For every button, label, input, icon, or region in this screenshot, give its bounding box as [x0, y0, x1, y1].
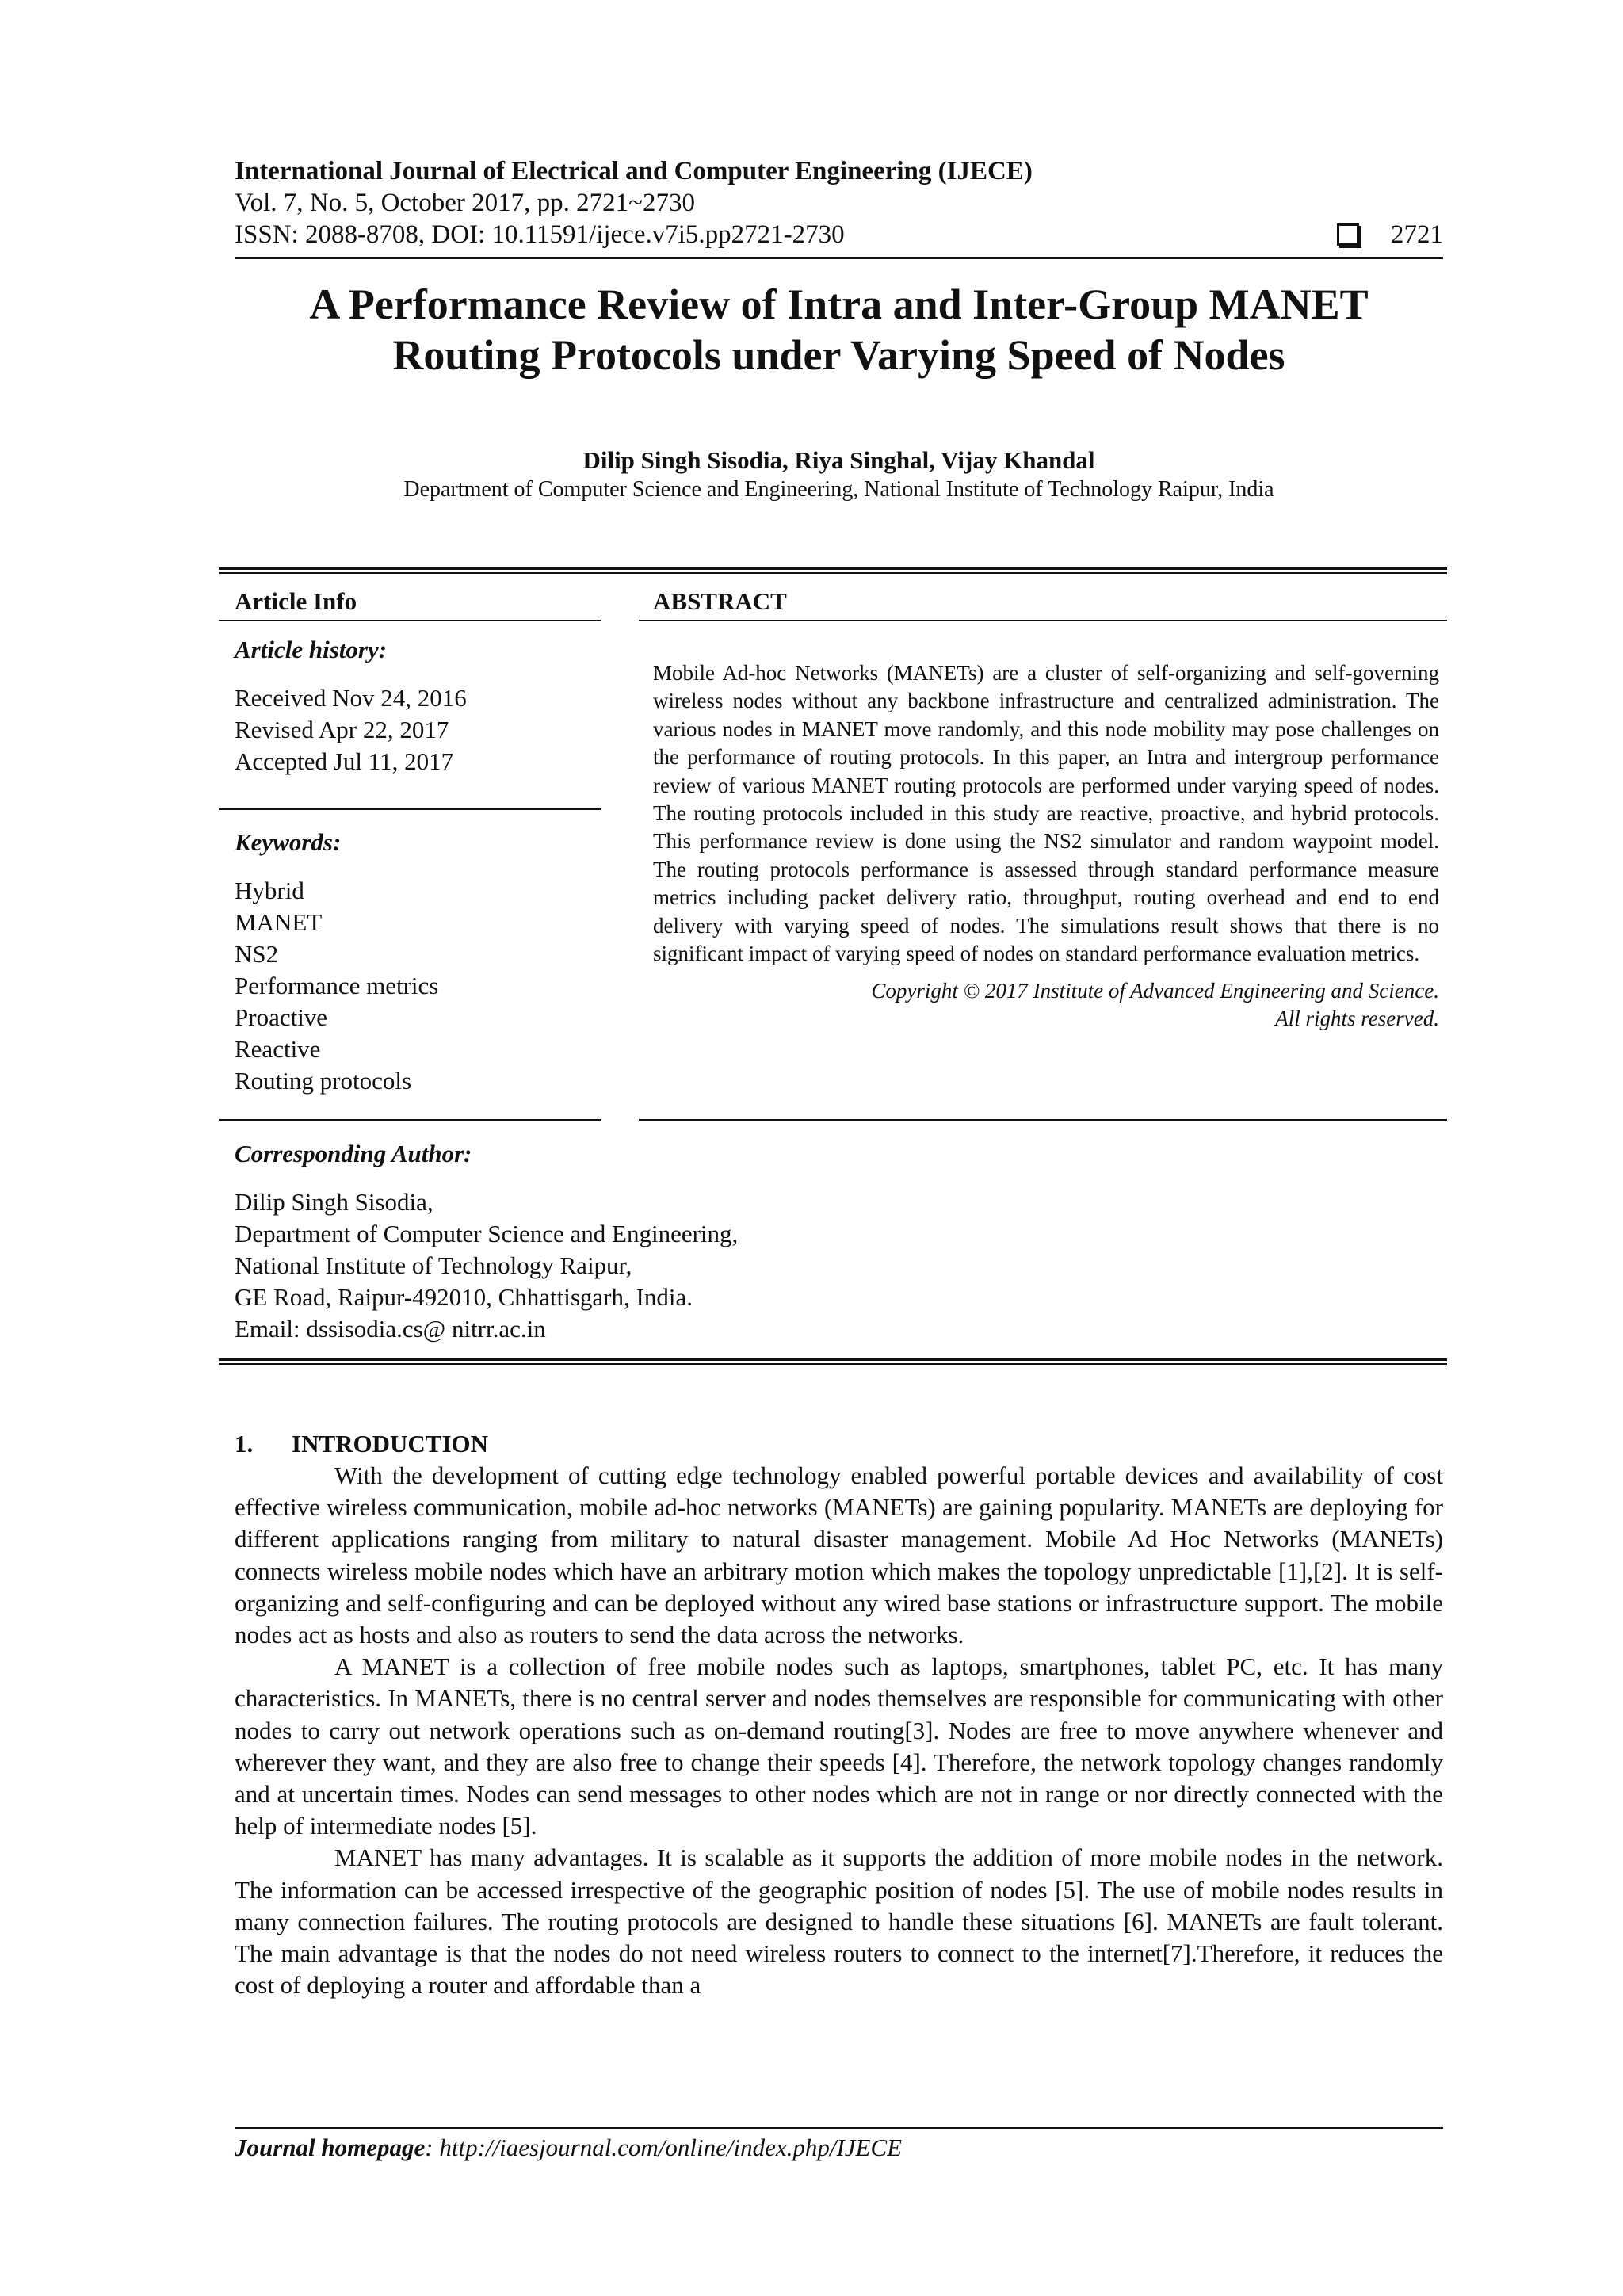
keyword-item: Routing protocols	[235, 1067, 412, 1095]
page-number-group	[1337, 219, 1443, 250]
abstract-heading: ABSTRACT	[653, 587, 787, 615]
corresponding-institute: National Institute of Technology Raipur,	[235, 1251, 632, 1279]
frame-top-rule	[219, 567, 1447, 570]
keywords-block	[235, 827, 599, 1097]
journal-volume: Vol. 7, No. 5, October 2017, pp. 2721~2730	[235, 189, 695, 217]
corresponding-name: Dilip Singh Sisodia,	[235, 1188, 433, 1216]
keyword-item: Proactive	[235, 1003, 328, 1031]
journal-footer	[235, 2132, 1443, 2164]
journal-issn: ISSN: 2088-8708, DOI: 10.11591/ijece.v7i5.pp2721-2730	[235, 220, 845, 249]
footer-url: : http://iaesjournal.com/online/index.php/IJECE	[425, 2134, 903, 2161]
title-line-1: A Performance Review of Intra and Inter-Group MANET	[309, 281, 1369, 328]
corresponding-details	[235, 1186, 1027, 1345]
corresponding-heading: Corresponding Author:	[235, 1140, 472, 1167]
keyword-item: Hybrid	[235, 877, 304, 904]
history-accepted: Accepted Jul 11, 2017	[235, 747, 454, 775]
history-list	[235, 682, 599, 777]
history-received: Received Nov 24, 2016	[235, 684, 467, 712]
keyword-item: Performance metrics	[235, 972, 439, 999]
frame-bottom-rule-inner	[219, 1363, 1447, 1365]
corresponding-email: Email: dssisodia.cs@ nitrr.ac.in	[235, 1315, 546, 1343]
square-bullet-icon	[1337, 223, 1359, 246]
history-revised: Revised Apr 22, 2017	[235, 716, 449, 743]
journal-name: International Journal of Electrical and Computer Engineering (IJECE)	[235, 157, 1033, 185]
title-line-2: Routing Protocols under Varying Speed of Nodes	[392, 331, 1285, 379]
keywords-list	[235, 875, 599, 1097]
history-heading: Article history:	[235, 636, 388, 663]
abstract-bottom-rule	[639, 1119, 1447, 1121]
section-title: INTRODUCTION	[292, 1430, 489, 1457]
article-info-heading: Article Info	[235, 587, 357, 615]
article-info-heading-block	[235, 586, 599, 617]
intro-paragraph-2: A MANET is a collection of free mobile nodes such as laptops, smartphones, tablet PC, etc. It has many characteristics. In MANETs, there is no central server and nodes themselves are responsible for communicating with other nodes to carry out network operations such as on-demand routing[3]. Nodes are free to move anywhere whenever and wherever they want, and they are also free to change their speeds [4]. Therefore, the network topology changes randomly and at uncertain times. Nodes can send messages to other nodes which are not in range or nor directly connected with the help of intermediate nodes [5].	[235, 1652, 1443, 1840]
introduction-section	[235, 1428, 1443, 2001]
author-list: Dilip Singh Sisodia, Riya Singhal, Vijay Khandal	[582, 446, 1095, 474]
keywords-heading: Keywords:	[235, 828, 342, 856]
intro-paragraph-3: MANET has many advantages. It is scalable as it supports the addition of more mobile nodes in the network. The information can be accessed irrespective of the geographic position of nodes [5]. The use of mobile nodes results in many connection failures. The routing protocols are designed to handle these situations [6]. MANETs are fault tolerant. The main advantage is that the nodes do not need wireless routers to connect to the internet[7].Therefore, it reduces the cost of deploying a router and affordable than a	[235, 1843, 1443, 2000]
corresponding-department: Department of Computer Science and Engineering,	[235, 1220, 739, 1247]
section-number: 1.	[235, 1430, 254, 1457]
copyright-line-1: Copyright © 2017 Institute of Advanced Engineering and Science.	[871, 979, 1439, 1003]
running-header	[235, 155, 1443, 250]
affiliation: Department of Computer Science and Engineering, National Institute of Technology Raipur, India	[403, 477, 1274, 502]
paper-title	[235, 279, 1443, 380]
header-rule	[235, 257, 1443, 259]
issn-row	[235, 219, 1443, 250]
copyright-line-2: All rights reserved.	[1275, 1007, 1439, 1031]
history-keywords-rule	[219, 808, 601, 810]
footer-label: Journal homepage	[235, 2134, 426, 2161]
abstract-text: Mobile Ad-hoc Networks (MANETs) are a cluster of self-organizing and self-governing wireless nodes without any backbone infrastructure and centralized administration. The various nodes in MANET move randomly, and this node mobility may pose challenges on the performance of routing protocols. In this paper, an Intra and intergroup performance review of various MANET routing protocols are performed under varying speed of nodes. The routing protocols included in this study are reactive, proactive, and hybrid protocols. This performance review is done using the NS2 simulator and random waypoint model. The routing protocols performance is assessed through standard performance measure metrics including packet delivery ratio, throughput, routing overhead and end to end delivery with varying speed of nodes. The simulations result shows that there is no significant impact of varying speed of nodes on standard performance evaluation metrics.	[653, 661, 1439, 966]
footer-rule	[235, 2127, 1443, 2129]
intro-paragraph-1: With the development of cutting edge technology enabled powerful portable devices and availability of cost effective wireless communication, mobile ad-hoc networks (MANETs) are gaining popularity. MANETs are deploying for different applications ranging from military to natural disaster management. Mobile Ad Hoc Networks (MANETs) connects wireless mobile nodes which have an arbitrary motion which makes the topology unpredictable [1],[2]. It is self-organizing and self-configuring and can be deployed without any wired base stations or infrastructure support. The mobile nodes act as hosts and also as routers to send the data across the networks.	[235, 1461, 1443, 1649]
frame-top-rule-inner	[219, 572, 1447, 574]
abstract-section	[653, 586, 1439, 1033]
keywords-bottom-rule	[219, 1119, 601, 1121]
corresponding-author	[235, 1139, 1027, 1345]
keyword-item: MANET	[235, 908, 323, 936]
keyword-item: Reactive	[235, 1035, 321, 1063]
introduction-heading	[235, 1428, 1443, 1460]
article-info-rule	[219, 620, 601, 621]
keyword-item: NS2	[235, 940, 279, 968]
article-history	[235, 635, 599, 777]
copyright-notice	[653, 977, 1439, 1033]
page-number: 2721	[1391, 220, 1443, 249]
corresponding-address: GE Road, Raipur-492010, Chhattisgarh, India.	[235, 1283, 693, 1311]
frame-bottom-rule	[219, 1358, 1447, 1361]
